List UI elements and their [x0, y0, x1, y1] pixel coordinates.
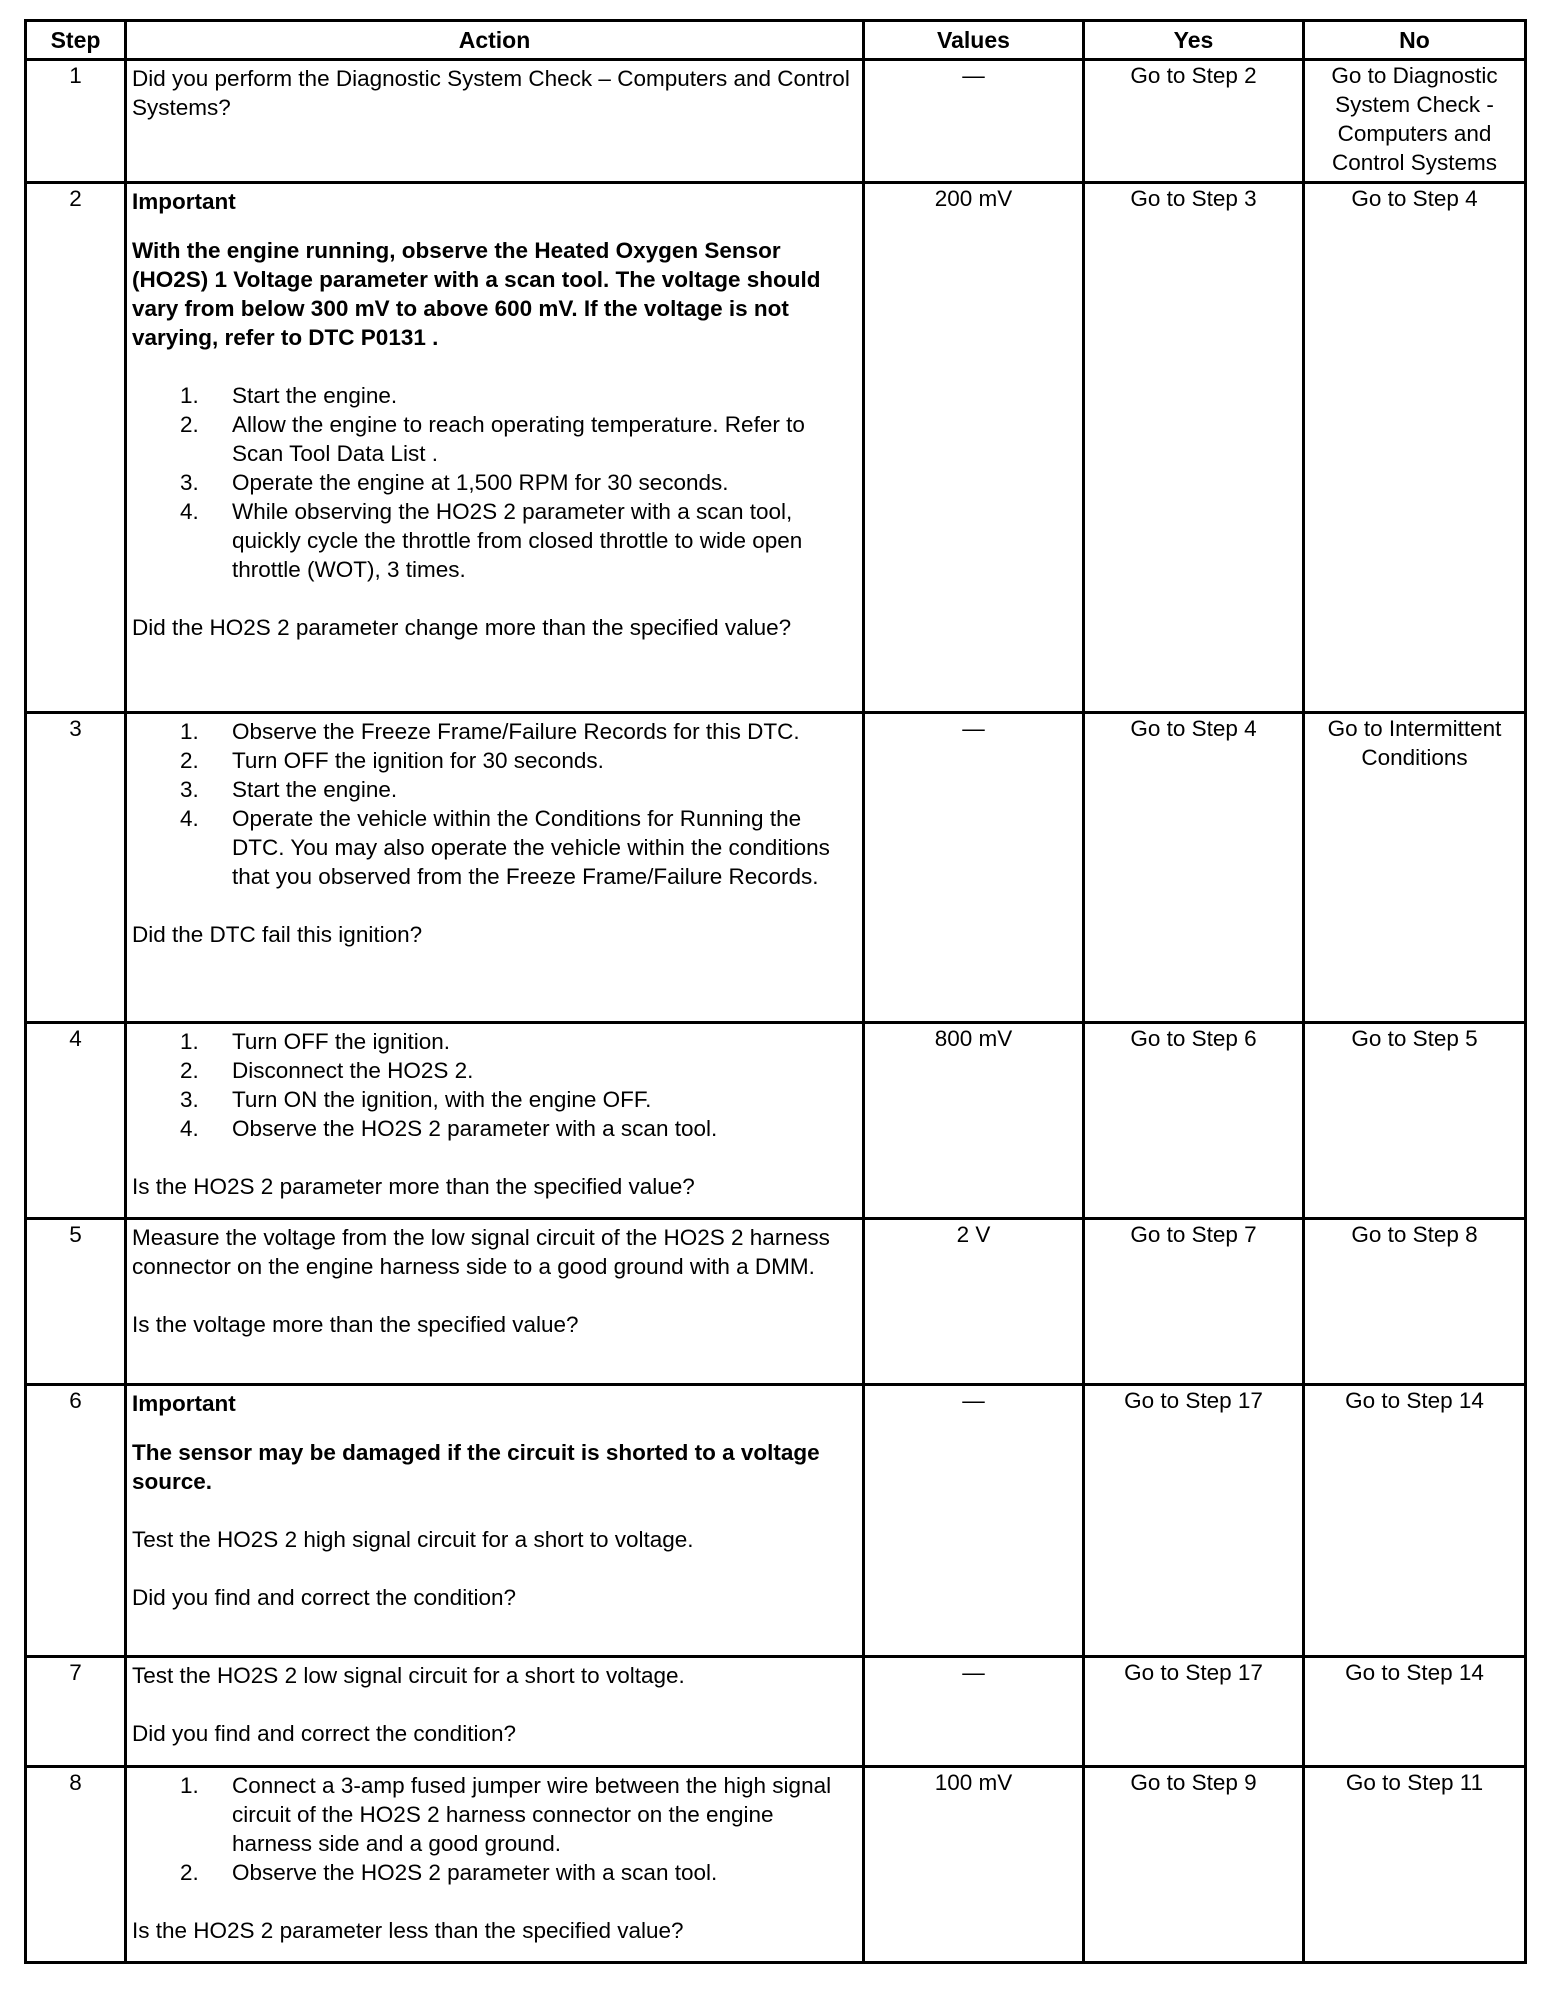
important-heading: Important — [132, 189, 236, 214]
action-cell — [126, 713, 864, 1023]
action-text: Measure the voltage from the low signal circuit of the HO2S 2 harness connector on the engine harness side to a good ground with a DMM. — [132, 1225, 830, 1279]
list-item: 4. Observe the HO2S 2 parameter with a scan tool. — [180, 1116, 718, 1141]
no-link[interactable]: Go to Step 14 — [1345, 1660, 1484, 1685]
yes-cell — [1084, 1219, 1304, 1385]
action-cell — [126, 1767, 864, 1963]
table-row — [26, 1219, 1526, 1385]
table-row — [26, 713, 1526, 1023]
table-row — [26, 1023, 1526, 1219]
table-row — [26, 60, 1526, 183]
no-link[interactable]: Go to Step 14 — [1345, 1388, 1484, 1413]
action-cell — [126, 60, 864, 183]
yes-cell — [1084, 1385, 1304, 1657]
step-number: 3 — [26, 713, 126, 1023]
yes-link[interactable]: Go to Step 2 — [1130, 63, 1257, 88]
step-number: 2 — [26, 183, 126, 713]
important-text: The sensor may be damaged if the circuit is shorted to a voltage source. — [132, 1440, 820, 1494]
important-text: With the engine running, observe the Heated Oxygen Sensor (HO2S) 1 Voltage parameter with a scan tool. The voltage should vary from below 300 mV to above 600 mV. If the voltage is not varying, refer to DTC P0131 . — [132, 238, 821, 350]
yes-cell — [1084, 1023, 1304, 1219]
step-number: 6 — [26, 1385, 126, 1657]
question-text: Is the HO2S 2 parameter more than the specified value? — [132, 1174, 695, 1199]
yes-link[interactable]: Go to Step 4 — [1130, 716, 1257, 741]
question-text: Is the HO2S 2 parameter less than the specified value? — [132, 1918, 684, 1943]
yes-link[interactable]: Go to Step 3 — [1130, 186, 1257, 211]
action-cell — [126, 1657, 864, 1767]
table-row — [26, 1657, 1526, 1767]
list-item: 2. Disconnect the HO2S 2. — [180, 1058, 474, 1083]
question-text: Did you find and correct the condition? — [132, 1721, 516, 1746]
header-no: No — [1304, 21, 1526, 60]
no-link[interactable]: Go to Step 8 — [1351, 1222, 1478, 1247]
list-item: 3. Operate the engine at 1,500 RPM for 30 seconds. — [180, 470, 729, 495]
procedure-list — [132, 1771, 858, 1887]
no-cell — [1304, 183, 1526, 713]
action-text: Did you perform the Diagnostic System Check – Computers and Control Systems? — [132, 66, 850, 120]
procedure-list — [132, 381, 858, 584]
value-cell: — — [864, 713, 1084, 1023]
list-item: 2. Observe the HO2S 2 parameter with a scan tool. — [180, 1860, 718, 1885]
action-text: Test the HO2S 2 low signal circuit for a short to voltage. — [132, 1663, 685, 1688]
list-item: 4. While observing the HO2S 2 parameter with a scan tool, quickly cycle the throttle from closed throttle to wide open throttle (WOT), 3 times. — [180, 499, 803, 582]
no-cell — [1304, 1657, 1526, 1767]
step-number: 1 — [26, 60, 126, 183]
value-cell: — — [864, 1657, 1084, 1767]
step-number: 5 — [26, 1219, 126, 1385]
table-row — [26, 1385, 1526, 1657]
list-item: 1. Turn OFF the ignition. — [180, 1029, 451, 1054]
question-text: Did the DTC fail this ignition? — [132, 922, 423, 947]
value-cell: — — [864, 1385, 1084, 1657]
list-item: 4. Operate the vehicle within the Conditions for Running the DTC. You may also operate the vehicle within the conditions that you observed from the Freeze Frame/Failure Records. — [180, 806, 830, 889]
step-number: 8 — [26, 1767, 126, 1963]
list-item: 3. Start the engine. — [180, 777, 398, 802]
question-text: Did you find and correct the condition? — [132, 1585, 516, 1610]
no-cell — [1304, 1023, 1526, 1219]
procedure-list — [132, 1027, 858, 1143]
header-step: Step — [26, 21, 126, 60]
important-heading: Important — [132, 1391, 236, 1416]
yes-cell — [1084, 1657, 1304, 1767]
no-link[interactable]: Go to Diagnostic System Check - Computers and Control Systems — [1331, 63, 1498, 175]
list-item: 3. Turn ON the ignition, with the engine OFF. — [180, 1087, 652, 1112]
yes-link[interactable]: Go to Step 17 — [1124, 1388, 1263, 1413]
header-action: Action — [126, 21, 864, 60]
yes-link[interactable]: Go to Step 9 — [1130, 1770, 1257, 1795]
no-cell — [1304, 1385, 1526, 1657]
no-link[interactable]: Go to Intermittent Conditions — [1327, 716, 1502, 770]
action-cell — [126, 1385, 864, 1657]
value-cell: 800 mV — [864, 1023, 1084, 1219]
action-text: Test the HO2S 2 high signal circuit for a short to voltage. — [132, 1527, 694, 1552]
value-cell: 2 V — [864, 1219, 1084, 1385]
list-item: 1. Connect a 3-amp fused jumper wire between the high signal circuit of the HO2S 2 harness connector on the engine harness side and a good ground. — [180, 1773, 832, 1856]
yes-cell — [1084, 183, 1304, 713]
no-cell — [1304, 60, 1526, 183]
step-number: 7 — [26, 1657, 126, 1767]
header-values: Values — [864, 21, 1084, 60]
yes-cell — [1084, 60, 1304, 183]
no-link[interactable]: Go to Step 4 — [1351, 186, 1478, 211]
question-text: Is the voltage more than the specified value? — [132, 1312, 579, 1337]
yes-cell — [1084, 1767, 1304, 1963]
no-cell — [1304, 713, 1526, 1023]
procedure-list — [132, 717, 858, 891]
no-link[interactable]: Go to Step 5 — [1351, 1026, 1478, 1051]
step-number: 4 — [26, 1023, 126, 1219]
list-item: 1. Start the engine. — [180, 383, 398, 408]
yes-link[interactable]: Go to Step 17 — [1124, 1660, 1263, 1685]
yes-link[interactable]: Go to Step 7 — [1130, 1222, 1257, 1247]
value-cell: — — [864, 60, 1084, 183]
action-cell — [126, 1023, 864, 1219]
action-cell — [126, 183, 864, 713]
list-item: 1. Observe the Freeze Frame/Failure Records for this DTC. — [180, 719, 800, 744]
question-text: Did the HO2S 2 parameter change more than the specified value? — [132, 615, 792, 640]
header-yes: Yes — [1084, 21, 1304, 60]
value-cell: 100 mV — [864, 1767, 1084, 1963]
value-cell: 200 mV — [864, 183, 1084, 713]
no-cell — [1304, 1219, 1526, 1385]
list-item: 2. Allow the engine to reach operating temperature. Refer to Scan Tool Data List . — [180, 412, 805, 466]
action-cell — [126, 1219, 864, 1385]
list-item: 2. Turn OFF the ignition for 30 seconds. — [180, 748, 604, 773]
header-row — [26, 21, 1526, 60]
diagnostic-table — [24, 19, 1527, 1964]
no-link[interactable]: Go to Step 11 — [1345, 1770, 1484, 1795]
yes-link[interactable]: Go to Step 6 — [1130, 1026, 1257, 1051]
table-row — [26, 1767, 1526, 1963]
yes-cell — [1084, 713, 1304, 1023]
no-cell — [1304, 1767, 1526, 1963]
table-row — [26, 183, 1526, 713]
